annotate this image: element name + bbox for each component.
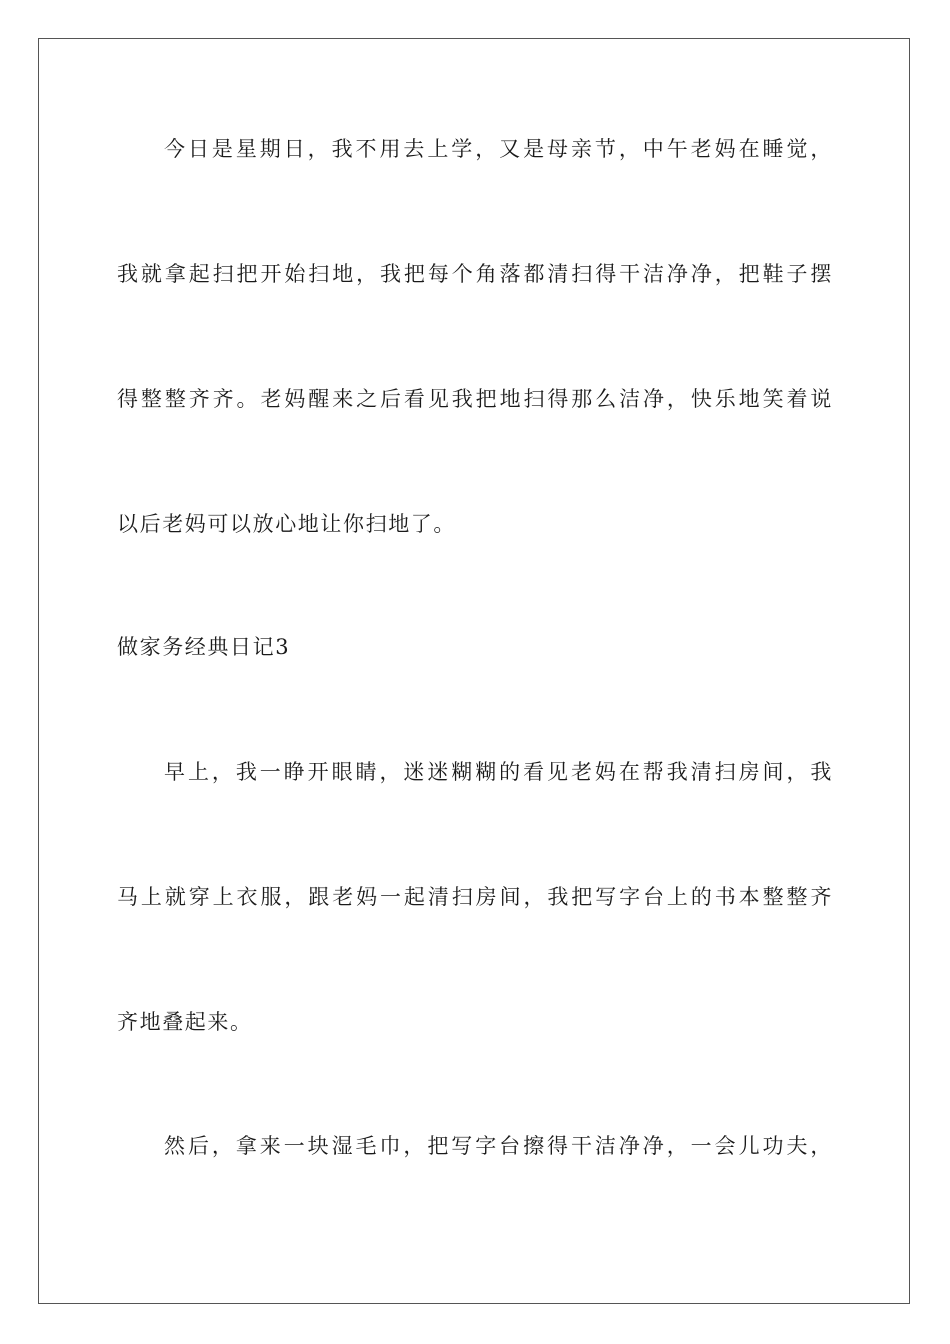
paragraph-1-line-2: 我就拿起扫把开始扫地，我把每个角落都清扫得干洁净净，把鞋子摆	[117, 262, 833, 286]
paragraph-1-line-4: 以后老妈可以放心地让你扫地了。	[117, 512, 456, 536]
paragraph-2-line-2: 马上就穿上衣服，跟老妈一起清扫房间，我把写字台上的书本整整齐	[117, 885, 833, 909]
paragraph-1-line-3: 得整整齐齐。老妈醒来之后看见我把地扫得那么洁净，快乐地笑着说	[117, 387, 833, 411]
paragraph-2-line-3: 齐地叠起来。	[117, 1010, 253, 1034]
paragraph-2-line-1: 早上，我一睁开眼睛，迷迷糊糊的看见老妈在帮我清扫房间，我	[164, 760, 833, 784]
section-heading: 做家务经典日记3	[117, 635, 291, 659]
page-frame	[38, 38, 910, 1304]
paragraph-3-line-1: 然后，拿来一块湿毛巾，把写字台擦得干洁净净，一会儿功夫，	[164, 1134, 833, 1158]
paragraph-1-line-1: 今日是星期日，我不用去上学，又是母亲节，中午老妈在睡觉，	[164, 137, 833, 161]
